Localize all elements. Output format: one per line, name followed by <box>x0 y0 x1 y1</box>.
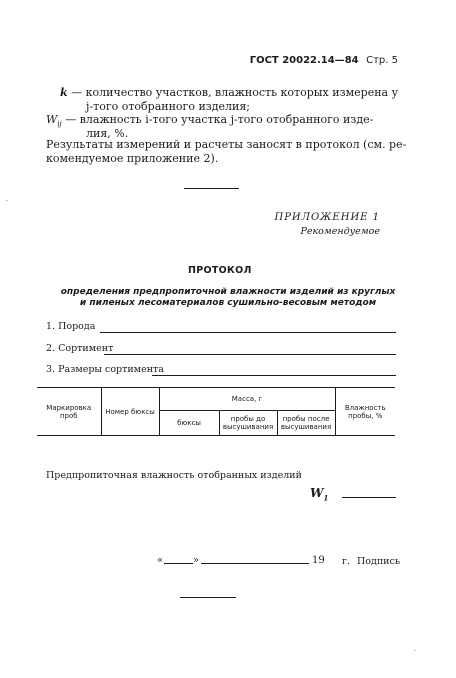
result-symbol: $W_1$ <box>310 486 329 503</box>
protocol-subtitle-2: и пиленых лесоматериалов сушильно-весовым методом <box>79 298 377 308</box>
page-number: Стр. 5 <box>366 55 398 66</box>
field-assortment-line <box>104 354 396 355</box>
definition-k: k — количество участков, влажность которых измерена у <box>60 86 399 99</box>
field-dimensions-line <box>152 375 396 376</box>
definition-k-text-2: j-того отобранного изделия; <box>86 100 251 113</box>
result-line <box>342 497 396 498</box>
field-dimensions-label: 3. Размеры сортимента <box>46 364 164 375</box>
protocol-subtitle-1: определения предпропиточной влажности изделий из круглых <box>60 287 396 297</box>
field-assortment-label: 2. Сортимент <box>46 343 114 354</box>
date-quote-close: » <box>193 555 200 566</box>
scan-mark-bottom: · <box>414 648 416 655</box>
result-label: Предпропиточная влажность отобранных изделий <box>46 470 302 481</box>
definition-wij: $W_{ij}$ — влажность i-того участка j-того отобранного изде- <box>46 113 374 129</box>
header-marking: Маркировка проб <box>37 388 101 436</box>
header-before-drying: пробы до высушивания <box>219 411 277 436</box>
symbol-k: k <box>60 86 68 99</box>
header-after-drying: пробы после высушивания <box>277 411 335 436</box>
paragraph-line-1: Результаты измерений и расчеты заносят в протокол (см. ре- <box>46 138 407 151</box>
field-species-line <box>100 332 396 333</box>
header-moisture: Влажность пробы, % <box>335 388 395 436</box>
scan-mark: · <box>6 198 8 205</box>
paragraph-line-2: комендуемое приложение 2). <box>46 152 219 165</box>
header-mass: Масса, г <box>159 388 335 411</box>
definition-k-text-1: количество участков, влажность которых измерена у <box>85 86 399 99</box>
protocol-title: ПРОТОКОЛ <box>188 265 252 276</box>
protocol-table <box>37 387 395 436</box>
date-year-suffix: г. <box>342 556 350 567</box>
date-month-line <box>201 563 309 564</box>
date-quote-open: « <box>157 555 164 566</box>
field-species-label: 1. Порода <box>46 321 96 332</box>
date-year: 19 <box>312 555 325 566</box>
bottom-separator <box>180 597 236 598</box>
symbol-w: W <box>46 113 58 126</box>
header-bottle-number: Номер бюксы <box>101 388 159 436</box>
definition-wij-text-1: влажность i-того участка j-того отобранного изде- <box>79 113 374 126</box>
section-separator <box>184 188 239 189</box>
appendix-status: Рекомендуемое <box>300 226 380 237</box>
appendix-label: ПРИЛОЖЕНИЕ 1 <box>274 212 380 223</box>
signature-label: Подпись <box>357 556 401 567</box>
definition-wij-text-2: лия, %. <box>86 127 129 140</box>
standard-number: ГОСТ 20022.14—84 <box>249 55 359 66</box>
date-day-line <box>164 563 193 564</box>
page-header <box>250 55 398 66</box>
header-bottles: бюксы <box>159 411 219 436</box>
